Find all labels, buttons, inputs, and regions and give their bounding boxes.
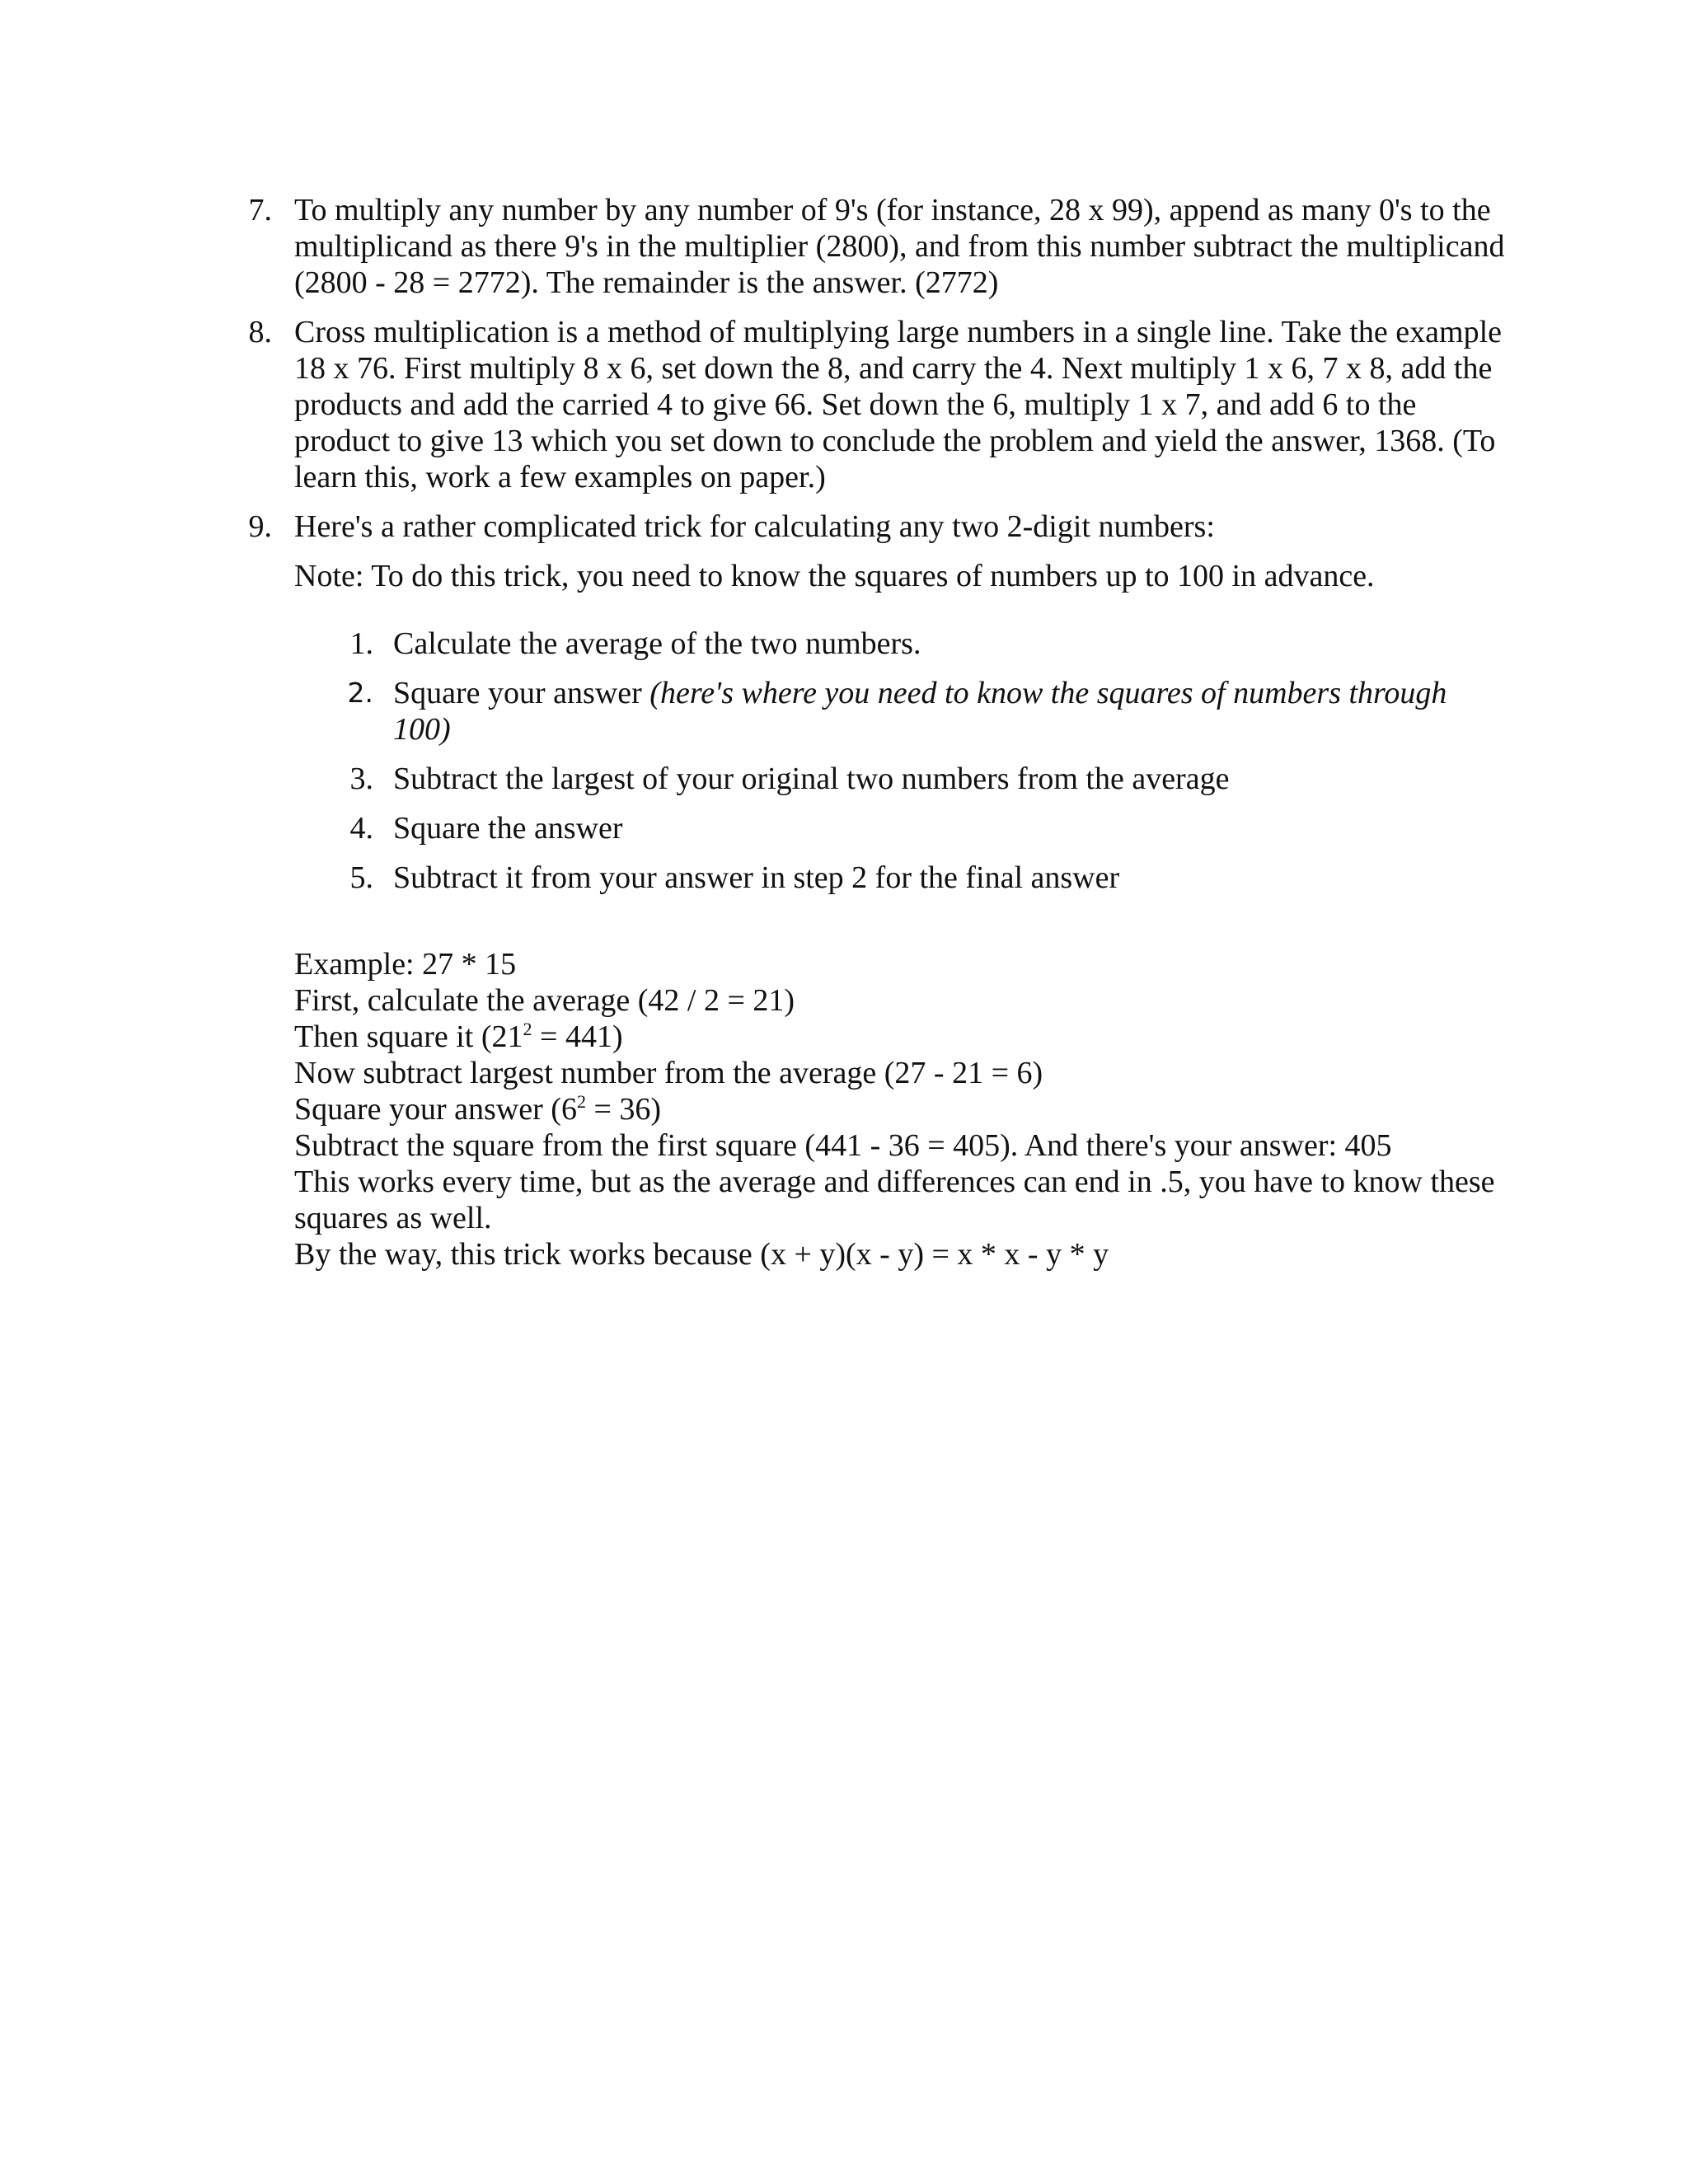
example-text: = 36) — [585, 1092, 662, 1127]
example-line — [294, 1091, 1510, 1127]
step-italic-note: (here's where you need to know the squares of numbers through 100) — [393, 676, 1447, 747]
superscript: 2 — [523, 1019, 532, 1039]
superscript: 2 — [576, 1091, 586, 1112]
example-line — [294, 1019, 1510, 1055]
step-item-5 — [344, 860, 1510, 896]
list-item-text: To multiply any number by any number of 9's (for instance, 28 x 99), append as many 0's to the multiplicand as there 9's in the multiplier (2800), and from this number subtract the multiplicand (2800 - 28 = 2772). The remainder is the answer. (2772) — [294, 193, 1505, 300]
step-text: Subtract the largest of your original two numbers from the average — [393, 762, 1230, 796]
step-item-2 — [344, 675, 1510, 748]
step-text: Calculate the average of the two numbers. — [393, 626, 921, 661]
example-line: Subtract the square from the first square (441 - 36 = 405). And there's your answer: 405 — [294, 1128, 1392, 1163]
steps-list — [344, 626, 1510, 896]
step-item-4 — [344, 810, 1510, 846]
list-item-9 — [241, 509, 1510, 1272]
step-text: Subtract it from your answer in step 2 for the final answer — [393, 860, 1120, 895]
document-content — [241, 192, 1510, 1286]
list-number: 7. — [248, 193, 272, 227]
example-text: Then square it (21 — [294, 1019, 523, 1054]
example-text: Square your answer (6 — [294, 1092, 577, 1127]
step-item-3 — [344, 761, 1510, 797]
step-number: 1. — [349, 626, 373, 661]
list-number: 8. — [248, 315, 272, 349]
list-item-8 — [241, 314, 1510, 495]
example-line: First, calculate the average (42 / 2 = 21) — [294, 983, 795, 1018]
step-item-1 — [344, 626, 1510, 662]
list-number: 9. — [248, 509, 272, 544]
step-number: 4. — [349, 811, 373, 846]
example-text: = 441) — [532, 1019, 623, 1054]
list-item-text: Here's a rather complicated trick for calculating any two 2-digit numbers: — [294, 509, 1215, 544]
closing-paragraph: This works every time, but as the average and differences can end in .5, you have to know these squares as well. — [294, 1165, 1495, 1235]
step-text: Square the answer — [393, 811, 623, 846]
example-line: Example: 27 * 15 — [294, 947, 517, 982]
step-number: 5. — [349, 860, 373, 895]
step-number: 3. — [349, 762, 373, 796]
note-text: Note: To do this trick, you need to know the squares of numbers up to 100 in advance. — [294, 559, 1375, 593]
step-text: Square your answer — [393, 676, 650, 710]
list-item-text: Cross multiplication is a method of multiplying large numbers in a single line. Take the example 18 x 76. First multiply 8 x 6, set down the 8, and carry the 4. Next multiply 1 x 6, 7 x 8, add the products and add the carried 4 to give 66. Set down the 6, multiply 1 x 7, and add 6 to the product to give 13 which you set down to conclude the problem and yield the answer, 1368. (To learn this, work a few examples on paper.) — [294, 315, 1503, 494]
list-item-7 — [241, 192, 1510, 301]
worked-example — [294, 946, 1510, 1164]
example-line: Now subtract largest number from the average (27 - 21 = 6) — [294, 1056, 1043, 1090]
step-number: 2. — [347, 677, 373, 709]
closing-paragraph: By the way, this trick works because (x + y)(x - y) = x * x - y * y — [294, 1237, 1109, 1272]
